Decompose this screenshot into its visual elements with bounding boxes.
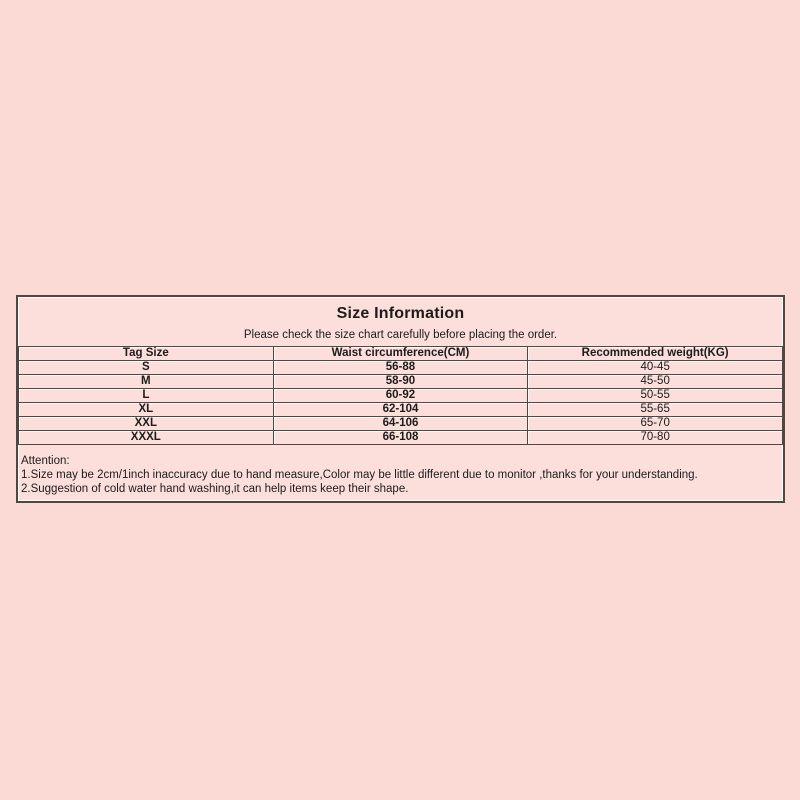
cell-waist: 58-90	[273, 375, 528, 389]
cell-waist: 60-92	[273, 389, 528, 403]
size-chart-title: Size Information	[336, 305, 465, 322]
column-header-tag-size: Tag Size	[19, 347, 274, 361]
size-table	[18, 346, 783, 445]
cell-tag-size: XXXL	[19, 431, 274, 445]
table-row	[19, 431, 783, 445]
cell-waist: 62-104	[273, 403, 528, 417]
cell-waist: 56-88	[273, 361, 528, 375]
size-table-header-row	[19, 347, 783, 361]
cell-weight: 45-50	[528, 375, 783, 389]
cell-tag-size: L	[19, 389, 274, 403]
cell-waist: 66-108	[273, 431, 528, 445]
table-row	[19, 389, 783, 403]
cell-weight: 55-65	[528, 403, 783, 417]
column-header-weight: Recommended weight(KG)	[528, 347, 783, 361]
column-header-waist: Waist circumference(CM)	[273, 347, 528, 361]
cell-weight: 40-45	[528, 361, 783, 375]
size-chart-panel	[16, 295, 785, 503]
cell-tag-size: M	[19, 375, 274, 389]
notes-heading: Attention:	[21, 455, 70, 467]
cell-waist: 64-106	[273, 417, 528, 431]
table-row	[19, 403, 783, 417]
note-line: 2.Suggestion of cold water hand washing,it can help items keep their shape.	[21, 483, 409, 495]
cell-tag-size: XL	[19, 403, 274, 417]
table-row	[19, 361, 783, 375]
cell-tag-size: XXL	[19, 417, 274, 431]
size-chart-header	[18, 297, 783, 346]
cell-weight: 65-70	[528, 417, 783, 431]
note-line: 1.Size may be 2cm/1inch inaccuracy due to hand measure,Color may be little different due to monitor ,thanks for your understanding.	[21, 469, 698, 481]
cell-weight: 50-55	[528, 389, 783, 403]
cell-tag-size: S	[19, 361, 274, 375]
size-chart-subtitle: Please check the size chart carefully before placing the order.	[243, 329, 558, 341]
table-row	[19, 417, 783, 431]
size-chart-notes	[18, 445, 783, 496]
table-row	[19, 375, 783, 389]
cell-weight: 70-80	[528, 431, 783, 445]
